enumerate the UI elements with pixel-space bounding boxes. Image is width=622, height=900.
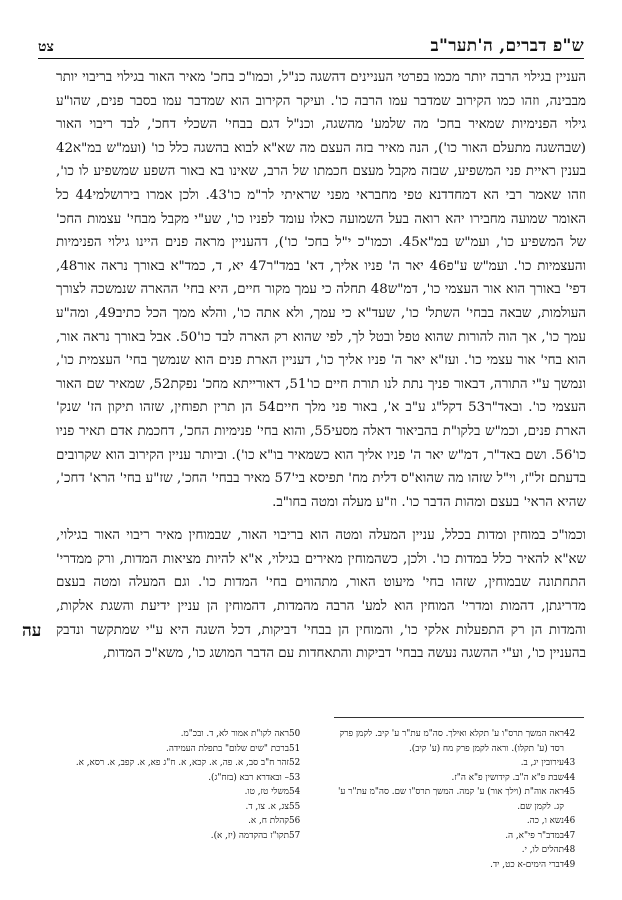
footnote-number: 55: [289, 801, 301, 812]
footnote: [325, 756, 586, 771]
footnote-text: קהלת ח, א.: [248, 816, 289, 826]
footnote-text: דברי הימים-א כט, יד.: [490, 859, 564, 870]
footnote-number: 43: [564, 758, 576, 768]
footnote-text: ברכת "שים שלום" בתפלת העמידה.: [166, 743, 289, 754]
footnote-text: – ובאדרא רבא (בזח"ג).: [208, 772, 289, 783]
footnote-number: 45: [564, 787, 576, 797]
footnote-number: 50: [289, 729, 301, 739]
footnote: [325, 814, 586, 829]
footnote: [50, 742, 311, 757]
footnote-text: במדב"ר פי"א, ה.: [505, 830, 564, 841]
footnote-text: עירובין יג, ב.: [520, 758, 564, 768]
footnote: [325, 829, 586, 844]
paragraph-2: וכמו"כ במוחין ומדות בכלל, עניין המעלה ומטה הוא בריבוי האור, שבמוחין מאיר ריבוי האור בגילוי, שא"א להאיר כלל במדות כו'. ולכן, כשהמוחין מאירים בגילוי, א"א להיות מציאות המדות, ורק ממדרי' התחתונה שבמוחין, שזהו בחי' מיעוט האור, מתהווים בחי' המדות כו'. וגם המעלה ומטה בעצם מדריגתן, דהמות ומדרי' המוחין הוא למע' הרבה מהמדות, דהמוחין הן עניין ידיעת והשגת אלקות, והמדות הן רק התפעלות אלקי כו', והמוחין הן בבחי' דביקות, דכל השגה היא ע"י שמתקשר ונדבק בהעניין כו', וע"י ההשגה נעשה בבחי' דביקות והתאחדות עם הדבר המושג כו', משא"כ המדות,: [56, 528, 586, 662]
footnote-number: 53: [289, 772, 301, 783]
footnote-number: 49: [564, 859, 576, 870]
footnote: [50, 727, 311, 742]
footnote-text: ראה לקו"ת אמור לא, ד. ובכ"מ.: [180, 729, 289, 739]
footnote-text: שבת פ"א ה"ב. קידושין פ"א ה"ז.: [451, 772, 564, 783]
footnote: [50, 771, 311, 786]
footnote-number: 46: [564, 816, 576, 826]
page-number: צט: [38, 39, 54, 55]
header-title: ש"פ דברים, ה'תער"ב: [430, 36, 584, 56]
footnote: [325, 785, 586, 814]
footnote-text: משלי טז, טו.: [244, 787, 289, 797]
footnote-text: זהר ח"ב סב, א. פה, א. קכא, א. ח"ג פא, א. קפב, א. רסא, א.: [75, 758, 289, 768]
footnote: [325, 727, 586, 756]
footnote: [50, 814, 311, 829]
margin-page-mark: עה: [22, 621, 42, 641]
footnote-number: 44: [564, 772, 576, 783]
footnote-text: נשא ו, כה.: [526, 816, 564, 826]
footnote-text: תקו"ז בהקדמה (יז, א).: [210, 830, 289, 841]
footnotes: [50, 727, 586, 897]
footnote: [325, 843, 586, 858]
footnotes-column-left: [50, 727, 311, 897]
footnote-number: 51: [289, 743, 301, 754]
footnote-text: תהלים לו, י.: [521, 845, 564, 855]
footnote-text: ראה אוה"ת (וילך אור) ע' קמה. המשך תרס"ו שם. סה"מ עת"ר ע' קג. לקמן שם.: [337, 787, 564, 812]
footnote-number: 57: [289, 830, 301, 841]
footnote-number: 48: [564, 845, 576, 855]
paragraph-1: העניין בגילוי הרבה יותר מכמו בפרטי העניינים דהשגה כנ"ל, וכמו"כ בחכ' מאיר האור בגילוי בריבוי יותר מבבינה, וזהו כמו הקירוב שמדבר עמו הרבה כו'. ועיקר הקירוב הוא שמדבר עמו בסבר פנים, שהו"ע גילוי הפנימיות שמאיר בחכ' מה שלמע' מהשגה, וכנ"ל דגם בבחי' השכלי דחכ', לבד ריבוי האור (שבהשגה מתעלם האור כו'), הנה מאיר בזה העצם מה שא"א לבוא בהשגה כלל כו' (ועמ"ש במ"א42 בענין ראיית פני המשפיע, שבזה מקבל מעצם חכמתו של הרב, שאינו בא באור השפע שמשפיע לו כו', וזהו שאמר רבי הא דמחדדנא טפי מחבראי מפני שראיתי לר"מ כו'43. ולכן אמרו בירושלמי44 כל האומר שמועה מחבירו יהא רואה בעל השמועה כאלו עומד לפניו כו', שע"י מקבל מבחי' עצמות החכ' של המשפיע כו', ועמ"ש במ"א45. וכמו"כ י"ל בחכ' כו'), דהעניין מראה פנים היינו גילוי הפנימיות והעצמיות כו'. ועמ"ש ע"פ46 יאר ה' פניו אליך, דא' במד"ר47 יא, ד, כמד"א באורך נראה אור48, דפי' באורך הוא אור העצמי כו', דמ"ש48 תחלה כי עמך מקור חיים, היא בחי' ההארה שנמשכה לצורך העולמות, שבאה בבחי' השתל' כו', שעד"א כי עמך, ולא אתה כו', והלא ממך הכל כתיב49, ומה"ע עמך כו', אך הוה להורות שהוא טפל ובטל לך, לפי שהוא רק הארה לבד כו'50. אבל באורך נראה אור, הוא בחי' אור עצמי כו'. ועז"א יאר ה' פניו אליך כו', דעניין הארת פנים הוא שנמשך בחי' העצמית כו', ונמשך ע"י התורה, דבאור פניך נתת לנו תורת חיים כו'51, דאורייתא מחכ' נפקת52, שמאיר שם האור העצמי כו'. ובאד"ר53 דקל"ג ע"ב א', באור פני מלך חיים54 הן תרין תפוחין, שזהו תיקון הז' שנק' הארת פנים, וכמ"ש בלקו"ת בהביאור דאלה מסעי55, והוא בחי' פנימיות החכ', דחכמת אדם תאיר פניו כו'56. ושם באד"ר, דמ"ש יאר ה' פניו אליך הוא כשמאיר בו"א כו'). וביותר עניין הקירוב הוא שקרובים בדעתם זל"ז, וי"ל שזהו מה שהוא"ס דלית מח' תפיסא בי'57 מאיר בבחי' החכ', שז"ע בחי' הרא' דחכ', שהיא הראי' בעצם ומהות הדבר כו'. וז"ע מעלה ומטה בחו"ב.: [56, 70, 587, 510]
footnote: [50, 785, 311, 800]
footnote-text: צג, א. צו, ד.: [245, 801, 289, 812]
main-text: [56, 66, 586, 666]
footnote-number: 56: [289, 816, 301, 826]
running-header: [38, 26, 584, 59]
footnote-divider: [334, 717, 584, 718]
footnote: [50, 756, 311, 771]
footnotes-column-right: [325, 727, 586, 897]
footnote-number: 47: [564, 830, 576, 841]
footnote: [50, 829, 311, 844]
footnote: [50, 800, 311, 815]
footnote-text: ראה המשך תרס"ו ע' תקלא ואילך. סה"מ עת"ר ע' קיב. לקמן פרק רסד (ע' תקלו). וראה לקמן פרק מח (ע' קיב).: [339, 729, 564, 754]
footnote-number: 54: [289, 787, 301, 797]
footnote-number: 42: [564, 729, 576, 739]
footnote-number: 52: [289, 758, 301, 768]
footnote: [325, 771, 586, 786]
footnote: [325, 858, 586, 873]
